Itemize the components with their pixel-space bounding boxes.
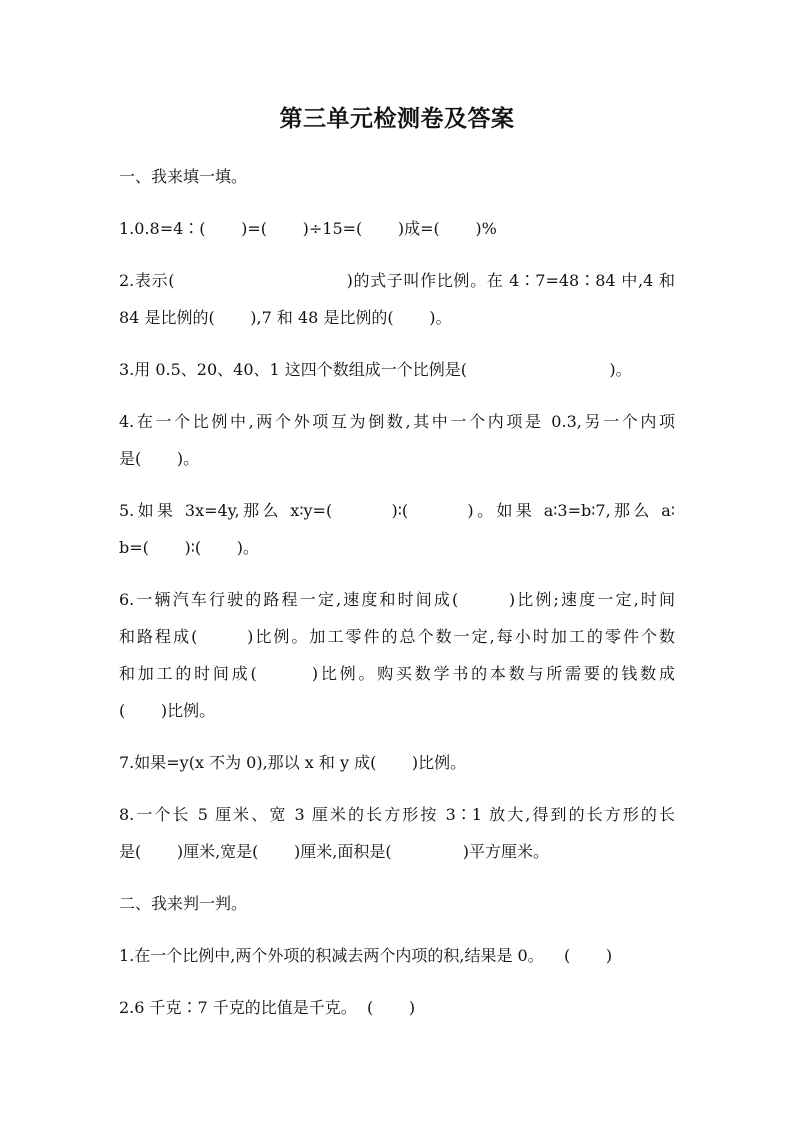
- question-2-line-1: 2.表示( )的式子叫作比例。在 4∶7=48∶84 中,4 和: [119, 271, 675, 290]
- question-8-line-2: 是( )厘米,宽是( )厘米,面积是( )平方厘米。: [119, 842, 550, 861]
- question-4-line-2: 是( )。: [119, 449, 200, 468]
- question-6-line-2: 和路程成( )比例。加工零件的总个数一定,每小时加工的零件个数: [119, 627, 675, 646]
- question-7: 7.如果=y(x 不为 0),那以 x 和 y 成( )比例。: [119, 753, 467, 772]
- question-3: 3.用 0.5、20、40、1 这四个数组成一个比例是( )。: [119, 360, 632, 379]
- question-5-line-1: 5.如果 3x=4y,那么 x∶y=( )∶( )。如果 a∶3=b∶7,那么 a∶: [119, 501, 675, 520]
- question-5-line-2: b=( )∶( )。: [119, 538, 259, 557]
- question-6-line-4: ( )比例。: [119, 701, 216, 720]
- judge-question-1: 1.在一个比例中,两个外项的积减去两个内项的积,结果是 0。 ( ): [119, 946, 613, 965]
- question-1: 1.0.8=4∶( )=( )÷15=( )成=( )%: [119, 219, 497, 238]
- content-body: [119, 158, 675, 1026]
- question-8-line-1: 8.一个长 5 厘米、宽 3 厘米的长方形按 3∶1 放大,得到的长方形的长: [119, 805, 675, 824]
- section-heading-fill: 一、我来填一填。: [119, 167, 248, 186]
- question-6-line-1: 6.一辆汽车行驶的路程一定,速度和时间成( )比例;速度一定,时间: [119, 590, 675, 609]
- judge-question-2: 2.6 千克∶7 千克的比值是千克。 ( ): [119, 998, 416, 1017]
- question-4-line-1: 4.在一个比例中,两个外项互为倒数,其中一个内项是 0.3,另一个内项: [119, 412, 675, 431]
- section-heading-judge: 二、我来判一判。: [119, 894, 248, 913]
- page-title: 第三单元检测卷及答案: [279, 105, 515, 132]
- question-6-line-3: 和加工的时间成( )比例。购买数学书的本数与所需要的钱数成: [119, 664, 675, 683]
- question-2-line-2: 84 是比例的( ),7 和 48 是比例的( )。: [119, 308, 452, 327]
